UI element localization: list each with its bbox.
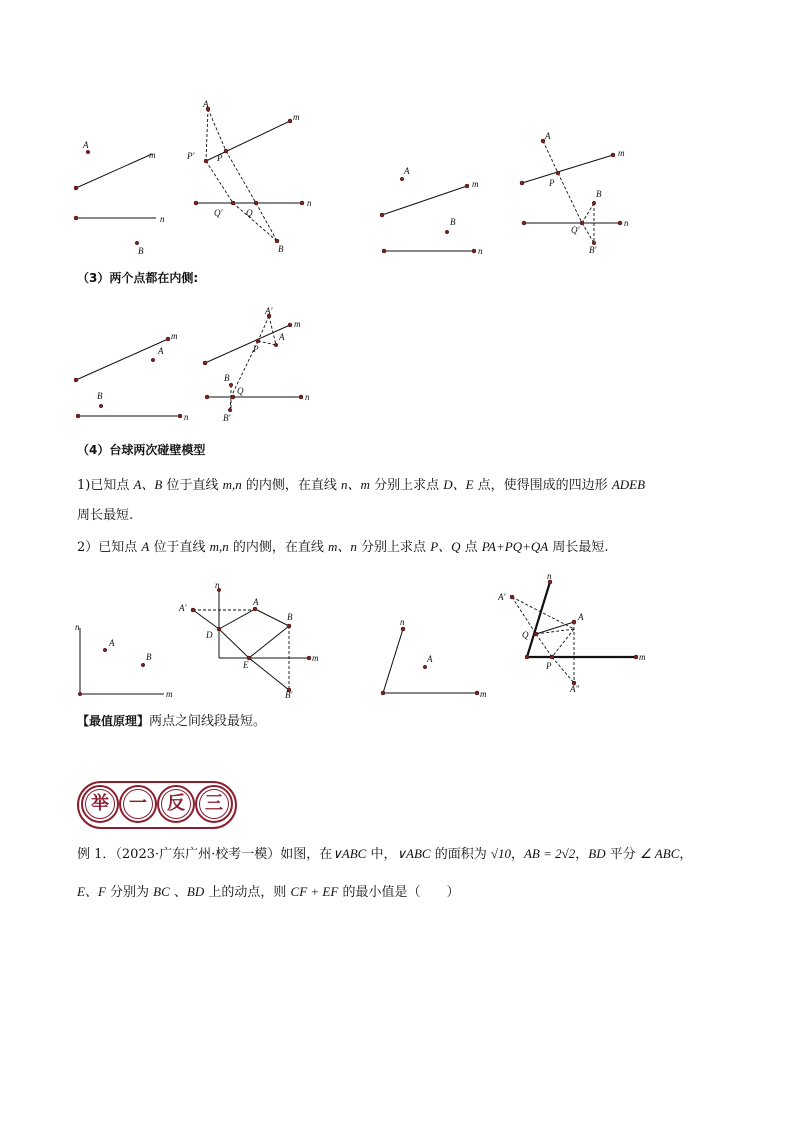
problem-2-text: 分别上求点 (356, 540, 431, 555)
figure-row1-left-plain (60, 130, 180, 260)
label-B: B (596, 189, 602, 199)
principle-line (77, 713, 266, 730)
problem-2-text: 点 (460, 540, 482, 555)
label-n: n (184, 412, 189, 422)
problem-2-point: A (141, 539, 150, 554)
label-B-prime: B' (589, 245, 597, 255)
label-m: m (293, 112, 300, 122)
example-1-text: 中， (366, 847, 397, 862)
label-A: A (83, 140, 89, 150)
label-B: B (224, 373, 230, 383)
label-A: A (253, 597, 259, 607)
label-m: m (149, 150, 156, 160)
label-B: B (287, 612, 293, 622)
label-A: A (578, 612, 584, 622)
problem-1-line-2: 周长最短. (77, 508, 134, 523)
section-badge (77, 781, 237, 827)
label-A-prime: A' (179, 603, 187, 613)
example-1-text: 、 (169, 885, 187, 900)
label-P-prime: P' (187, 151, 195, 161)
label-n: n (215, 580, 220, 590)
label-Q: Q (237, 386, 244, 396)
problem-2-text: 的内侧，在直线 (228, 540, 329, 555)
label-n: n (160, 214, 165, 224)
label-B: B (146, 652, 152, 662)
problem-2-line (77, 539, 608, 556)
problem-1-lines: m,n (222, 477, 242, 492)
label-A: A (279, 332, 285, 342)
label-m: m (472, 179, 479, 189)
label-D: D (206, 630, 213, 640)
label-m: m (480, 689, 487, 699)
label-P: P (253, 344, 259, 354)
label-B: B (450, 217, 456, 227)
label-m: m (639, 652, 646, 662)
label-m: m (312, 653, 319, 663)
badge-char: 三 (195, 785, 233, 823)
label-B-prime: B' (285, 690, 293, 700)
label-A: A (109, 638, 115, 648)
figure-row2-plain (65, 325, 195, 425)
principle-text: 两点之间线段最短。 (149, 714, 267, 729)
label-Q: Q (522, 630, 529, 640)
example-1-bd: BD (588, 846, 606, 861)
label-Q: Q (246, 208, 253, 218)
problem-1-text: 点，使得围成的四边形 (473, 478, 612, 493)
example-1-expr: CF + EF (290, 884, 339, 899)
section-heading-4: （4）台球两次碰壁模型 (77, 443, 206, 457)
figure-row1-right-plain (370, 160, 490, 260)
problem-1-text: 位于直线 (162, 478, 223, 493)
section-heading-3: （3）两个点都在内侧: (77, 271, 199, 285)
example-1-bd: BD (186, 884, 205, 899)
label-n: n (624, 218, 629, 228)
figure-row2-solution (195, 300, 335, 425)
example-1-points: E、F (77, 884, 106, 899)
label-P: P (546, 661, 552, 671)
label-A: A (404, 166, 410, 176)
problem-1-points: D、E (443, 477, 474, 492)
problem-2-lines: m,n (209, 539, 229, 554)
label-A: A (545, 131, 551, 141)
label-B: B (278, 244, 284, 254)
label-m: m (618, 148, 625, 158)
label-A: A (158, 346, 164, 356)
problem-1-text: 的内侧，在直线 (241, 478, 342, 493)
label-B-prime: B' (223, 413, 231, 423)
label-n: n (307, 198, 312, 208)
label-E: E (243, 660, 249, 670)
example-1-bc: BC (153, 884, 170, 899)
label-Q-prime: Q' (214, 208, 223, 218)
example-1-triangle: ∨ABC (332, 846, 367, 861)
label-A: A (203, 99, 209, 109)
example-1-triangle: ∨ABC (396, 846, 431, 861)
example-1-text: 平分 (605, 847, 640, 862)
label-A-prime: A' (498, 592, 506, 602)
figure-row3-corner-plain (70, 620, 180, 700)
problem-2-text: 2）已知点 (77, 540, 142, 555)
label-P: P (549, 178, 555, 188)
badge-char: 一 (119, 785, 157, 823)
label-Q-prime: Q' (571, 225, 580, 235)
problem-2-expr: PA+PQ+QA (481, 539, 549, 554)
label-n: n (400, 617, 405, 627)
principle-label: 【最值原理】 (77, 714, 150, 728)
figure-row3-angle-plain (370, 615, 490, 700)
label-m: m (294, 319, 301, 329)
figure-row1-left-solution (180, 95, 320, 265)
badge-char: 举 (81, 785, 119, 823)
label-m: m (171, 331, 178, 341)
label-A: A (427, 654, 433, 664)
figure-row3-corner-solution (175, 580, 325, 700)
problem-1-text: 分别上求点 (369, 478, 444, 493)
problem-1-lines: n、m (341, 477, 370, 492)
problem-1-text: 1)已知点 (77, 478, 134, 493)
example-1-line-2 (77, 884, 459, 901)
example-1-line-1: 例 1．（2023·广东广州·校考一模）如图，在∨ABC 中，∨ABC 的面积为 √10，AB = 2√2，BD 平分 ∠ ABC， (77, 846, 693, 862)
label-m: m (166, 689, 173, 699)
problem-1-line-1 (77, 477, 645, 494)
example-1-ab: AB = 2√2 (523, 846, 576, 861)
problem-1-quad: ADEB (611, 477, 646, 492)
figure-row1-right-solution (510, 125, 640, 260)
problem-2-text: 周长最短. (548, 540, 609, 555)
problem-2-lines: m、n (328, 539, 357, 554)
problem-2-points: P、Q (430, 539, 461, 554)
example-1-text: 上的动点，则 (204, 885, 291, 900)
example-1-text: 分别为 (105, 885, 154, 900)
problem-1-points: A、B (133, 477, 163, 492)
badge-char: 反 (157, 785, 195, 823)
label-n: n (547, 571, 552, 581)
label-n: n (75, 622, 80, 632)
example-1-text: 的最小值是（ ） (338, 885, 460, 900)
label-P: P (217, 153, 223, 163)
example-1-angle: ∠ ABC (639, 846, 680, 861)
figure-row3-angle-solution (490, 570, 655, 695)
example-1-text: 例 1．（2023·广东广州·校考一模）如图，在 (77, 847, 333, 862)
label-n: n (305, 392, 310, 402)
example-1-text: 的面积为 (430, 847, 491, 862)
label-A-prime: A' (265, 306, 273, 316)
example-1-area: √10 (490, 846, 511, 861)
label-B: B (138, 246, 144, 256)
label-A-double-prime: A" (570, 684, 580, 694)
label-B: B (97, 391, 103, 401)
label-n: n (478, 246, 483, 256)
problem-2-text: 位于直线 (149, 540, 210, 555)
